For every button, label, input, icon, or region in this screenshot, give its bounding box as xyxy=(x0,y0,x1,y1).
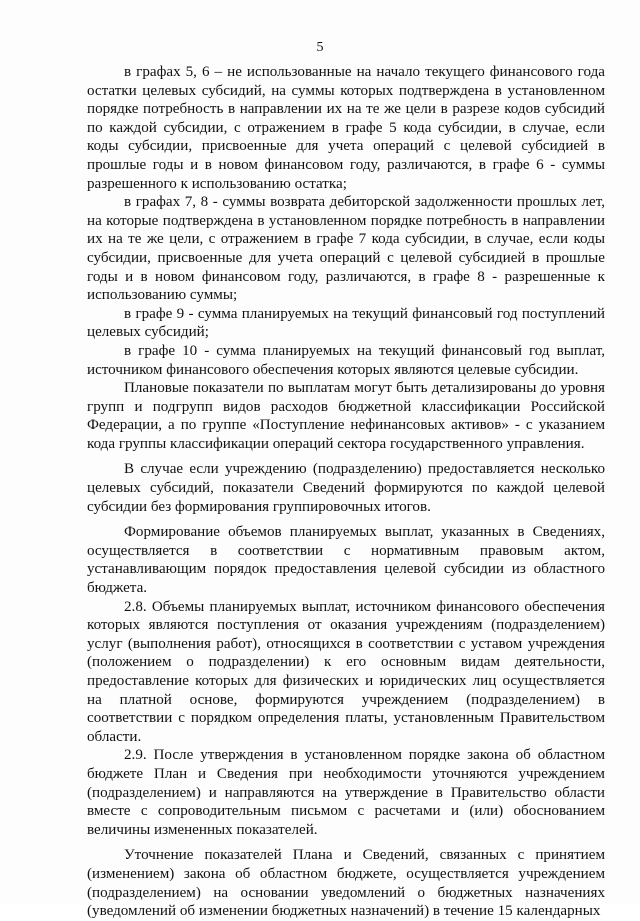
paragraph-clarification: Уточнение показателей Плана и Сведений, связанных с принятием (изменением) закона об областном бюджете, осуществляется учреждением (подразделением) на основании уведомлений о бюджетных назначениях (уведомлений об изменении бюджетных назначений) в течение 15 календарных xyxy=(87,847,605,920)
paragraph-multiple-subsidies: В случае если учреждению (подразделению) предоставляется несколько целевых субсидий, показатели Сведений формируются по каждой целевой субсидии без формирования группировочных итогов. xyxy=(87,461,605,515)
page-number: 5 xyxy=(316,40,324,55)
paragraph-planned-payments: Формирование объемов планируемых выплат, указанных в Сведениях, осуществляется в соответствии с нормативным правовым актом, устанавливающим порядок предоставления целевой субсидии из областного бюджета. xyxy=(87,524,605,597)
paragraph-graphs-5-6: в графах 5, 6 – не использованные на начало текущего финансового года остатки целевых субсидий, на суммы которых подтверждена в установленном порядке потребность в направлении их на те же цели в разрезе кодов субсидий по каждой субсидии, с отражением в графе 5 кода субсидии, в случае, если коды субсидии, присвоенные для учета операций с целевой субсидией в прошлые годы и в новом финансовом году, различаются, в графе 6 - суммы разрешенного к использованию остатка; xyxy=(87,64,605,192)
paragraph-planned-indicators: Плановые показатели по выплатам могут быть детализированы до уровня групп и подгрупп видов расходов бюджетной классификации Российской Федерации, а по группе «Поступление нефинансовых активов» - с указанием кода группы классификации операций сектора государственного управления. xyxy=(87,380,605,452)
paragraph-graph-10: в графе 10 - сумма планируемых на текущий финансовый год выплат, источником финансового обеспечения которых являются целевые субсидии. xyxy=(87,342,605,378)
paragraph-section-2-9: 2.9. После утверждения в установленном порядке закона об областном бюджете План и Сведения при необходимости уточняются учреждением (подразделением) и направляются на утверждение в Правительство области вместе с сопроводительным письмом с расчетами и (или) обоснованием величины измененных показателей. xyxy=(87,747,605,838)
paragraph-graph-9: в графе 9 - сумма планируемых на текущий финансовый год поступлений целевых субсидий; xyxy=(87,305,605,341)
paragraph-graphs-7-8: в графах 7, 8 - суммы возврата дебиторской задолженности прошлых лет, на которые подтверждена в установленном порядке потребность в направлении их на те же цели, с отражением в графе 7 кода субсидии, в случае, если коды субсидии, присвоенные для учета операций с целевой субсидией в прошлые годы и в новом финансовом году, различаются, в графе 8 - разрешенные к использованию суммы; xyxy=(87,194,605,304)
document-body xyxy=(87,63,605,921)
paragraph-section-2-8: 2.8. Объемы планируемых выплат, источником финансового обеспечения которых являются поступления от оказания учреждениям (подразделением) услуг (выполнения работ), относящихся в соответствии с уставом учреждения (положением о подразделении) к его основным видам деятельности, предоставление которых для физических и юридических лиц осуществляется на платной основе, формируются учреждением (подразделением) в соответствии с порядком определения платы, установленным Правительством области. xyxy=(87,598,605,745)
